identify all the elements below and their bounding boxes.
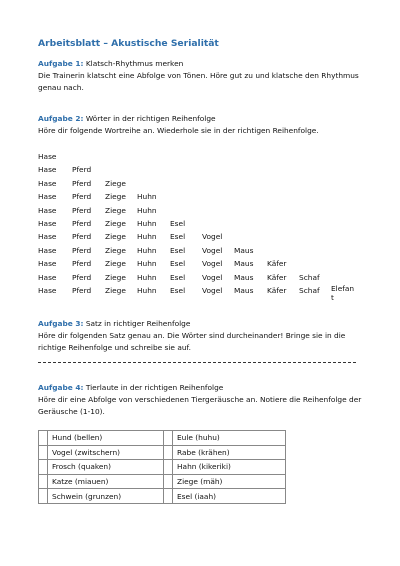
word-item: Ziege	[105, 245, 126, 255]
sound-cell: Schwein (grunzen)	[48, 489, 164, 504]
word-item: Huhn	[137, 232, 157, 242]
word-item: Ziege	[105, 259, 126, 269]
word-item: Hase	[38, 272, 57, 282]
word-item: Huhn	[137, 272, 157, 282]
word-item: Vogel	[202, 245, 223, 255]
word-item: Maus	[234, 245, 254, 255]
table-row	[39, 474, 286, 489]
number-box[interactable]	[39, 431, 48, 446]
sound-cell: Rabe (krähen)	[173, 445, 286, 460]
word-item: Ziege	[105, 205, 126, 215]
number-box[interactable]	[39, 489, 48, 504]
task-4-text: Höre dir eine Abfolge von verschiedenen Tiergeräusche an. Notiere die Reihenfolge der Geräusche (1-10).	[38, 395, 362, 416]
word-item: Käfer	[267, 285, 287, 295]
word-item: Ziege	[105, 178, 126, 188]
sound-cell: Vogel (zwitschern)	[48, 445, 164, 460]
number-box[interactable]	[164, 489, 173, 504]
sound-cell: Hahn (kikeriki)	[173, 460, 286, 475]
sound-cell: Hund (bellen)	[48, 431, 164, 446]
word-item: Maus	[234, 272, 254, 282]
word-item: Hase	[38, 205, 57, 215]
word-item: Ziege	[105, 218, 126, 228]
task-2-label: Aufgabe 2:	[38, 114, 84, 123]
task-2-text: Höre dir folgende Wortreihe an. Wiederhole sie in der richtigen Reihenfolge.	[38, 126, 319, 135]
task-4-title: Tierlaute in der richtigen Reihenfolge	[85, 383, 224, 392]
word-item: Pferd	[72, 272, 92, 282]
word-item: Maus	[234, 285, 254, 295]
task-2-title: Wörter in der richtigen Reihenfolge	[85, 114, 216, 123]
word-item: Hase	[38, 232, 57, 242]
task-1-text: Die Trainerin klatscht eine Abfolge von Tönen. Höre gut zu und klatsche den Rhythmus genau nach.	[38, 71, 359, 92]
word-item: Esel	[170, 245, 186, 255]
table-row	[39, 460, 286, 475]
sound-cell: Frosch (quaken)	[48, 460, 164, 475]
word-item: Huhn	[137, 205, 157, 215]
number-box[interactable]	[39, 474, 48, 489]
word-item: Ziege	[105, 285, 126, 295]
answer-line[interactable]	[38, 362, 356, 363]
word-item: Pferd	[72, 232, 92, 242]
table-row	[39, 489, 286, 504]
word-item: Huhn	[137, 192, 157, 202]
word-item: Esel	[170, 259, 186, 269]
word-item: Pferd	[72, 259, 92, 269]
task-3	[38, 318, 368, 354]
page-title: Arbeitsblatt – Akustische Serialität	[38, 38, 219, 49]
sound-cell: Katze (miauen)	[48, 474, 164, 489]
word-item: Huhn	[137, 259, 157, 269]
task-2-heading	[38, 113, 368, 125]
word-item: Elefan t	[331, 283, 355, 302]
word-item: Hase	[38, 245, 57, 255]
word-item: Hase	[38, 192, 57, 202]
word-item: Vogel	[202, 285, 223, 295]
word-item: Esel	[170, 232, 186, 242]
task-4-heading	[38, 382, 368, 394]
number-box[interactable]	[39, 445, 48, 460]
animal-sounds-table	[38, 430, 286, 504]
word-item: Esel	[170, 218, 186, 228]
word-item: Schaf	[299, 285, 320, 295]
word-item: Pferd	[72, 192, 92, 202]
word-item: Pferd	[72, 205, 92, 215]
word-item: Hase	[38, 178, 57, 188]
word-item: Ziege	[105, 272, 126, 282]
word-item: Vogel	[202, 272, 223, 282]
word-item: Käfer	[267, 272, 287, 282]
task-2	[38, 113, 368, 137]
word-item: Esel	[170, 285, 186, 295]
sound-cell: Eule (huhu)	[173, 431, 286, 446]
task-4	[38, 382, 368, 418]
table-row	[39, 445, 286, 460]
word-item: Hase	[38, 152, 57, 161]
word-item: Hase	[38, 165, 57, 175]
sound-cell: Esel (iaah)	[173, 489, 286, 504]
word-item: Huhn	[137, 218, 157, 228]
sound-cell: Ziege (mäh)	[173, 474, 286, 489]
word-item: Ziege	[105, 192, 126, 202]
task-1-heading	[38, 58, 368, 70]
task-3-heading	[38, 318, 368, 330]
word-item: Maus	[234, 259, 254, 269]
word-item: Pferd	[72, 218, 92, 228]
task-1-label: Aufgabe 1:	[38, 59, 84, 68]
word-item: Pferd	[72, 245, 92, 255]
task-1	[38, 58, 368, 94]
word-item: Schaf	[299, 272, 320, 282]
word-item: Pferd	[72, 285, 92, 295]
word-item: Hase	[38, 218, 57, 228]
number-box[interactable]	[164, 445, 173, 460]
word-item: Pferd	[72, 165, 92, 175]
word-item: Hase	[38, 285, 57, 295]
word-item: Huhn	[137, 285, 157, 295]
word-item: Pferd	[72, 178, 92, 188]
number-box[interactable]	[164, 431, 173, 446]
word-item: Käfer	[267, 259, 287, 269]
word-item: Esel	[170, 272, 186, 282]
number-box[interactable]	[164, 460, 173, 475]
table-row	[39, 431, 286, 446]
task-3-text: Höre dir folgenden Satz genau an. Die Wörter sind durcheinander! Bringe sie in die richtige Reihenfolge und schreibe sie auf.	[38, 331, 346, 352]
word-item: Huhn	[137, 245, 157, 255]
word-item: Vogel	[202, 259, 223, 269]
word-item: Ziege	[105, 232, 126, 242]
word-item: Vogel	[202, 232, 223, 242]
task-4-label: Aufgabe 4:	[38, 383, 84, 392]
task-3-title: Satz in richtiger Reihenfolge	[85, 319, 191, 328]
number-box[interactable]	[164, 474, 173, 489]
word-item: Hase	[38, 259, 57, 269]
task-1-title: Klatsch-Rhythmus merken	[85, 59, 184, 68]
number-box[interactable]	[39, 460, 48, 475]
task-3-label: Aufgabe 3:	[38, 319, 84, 328]
